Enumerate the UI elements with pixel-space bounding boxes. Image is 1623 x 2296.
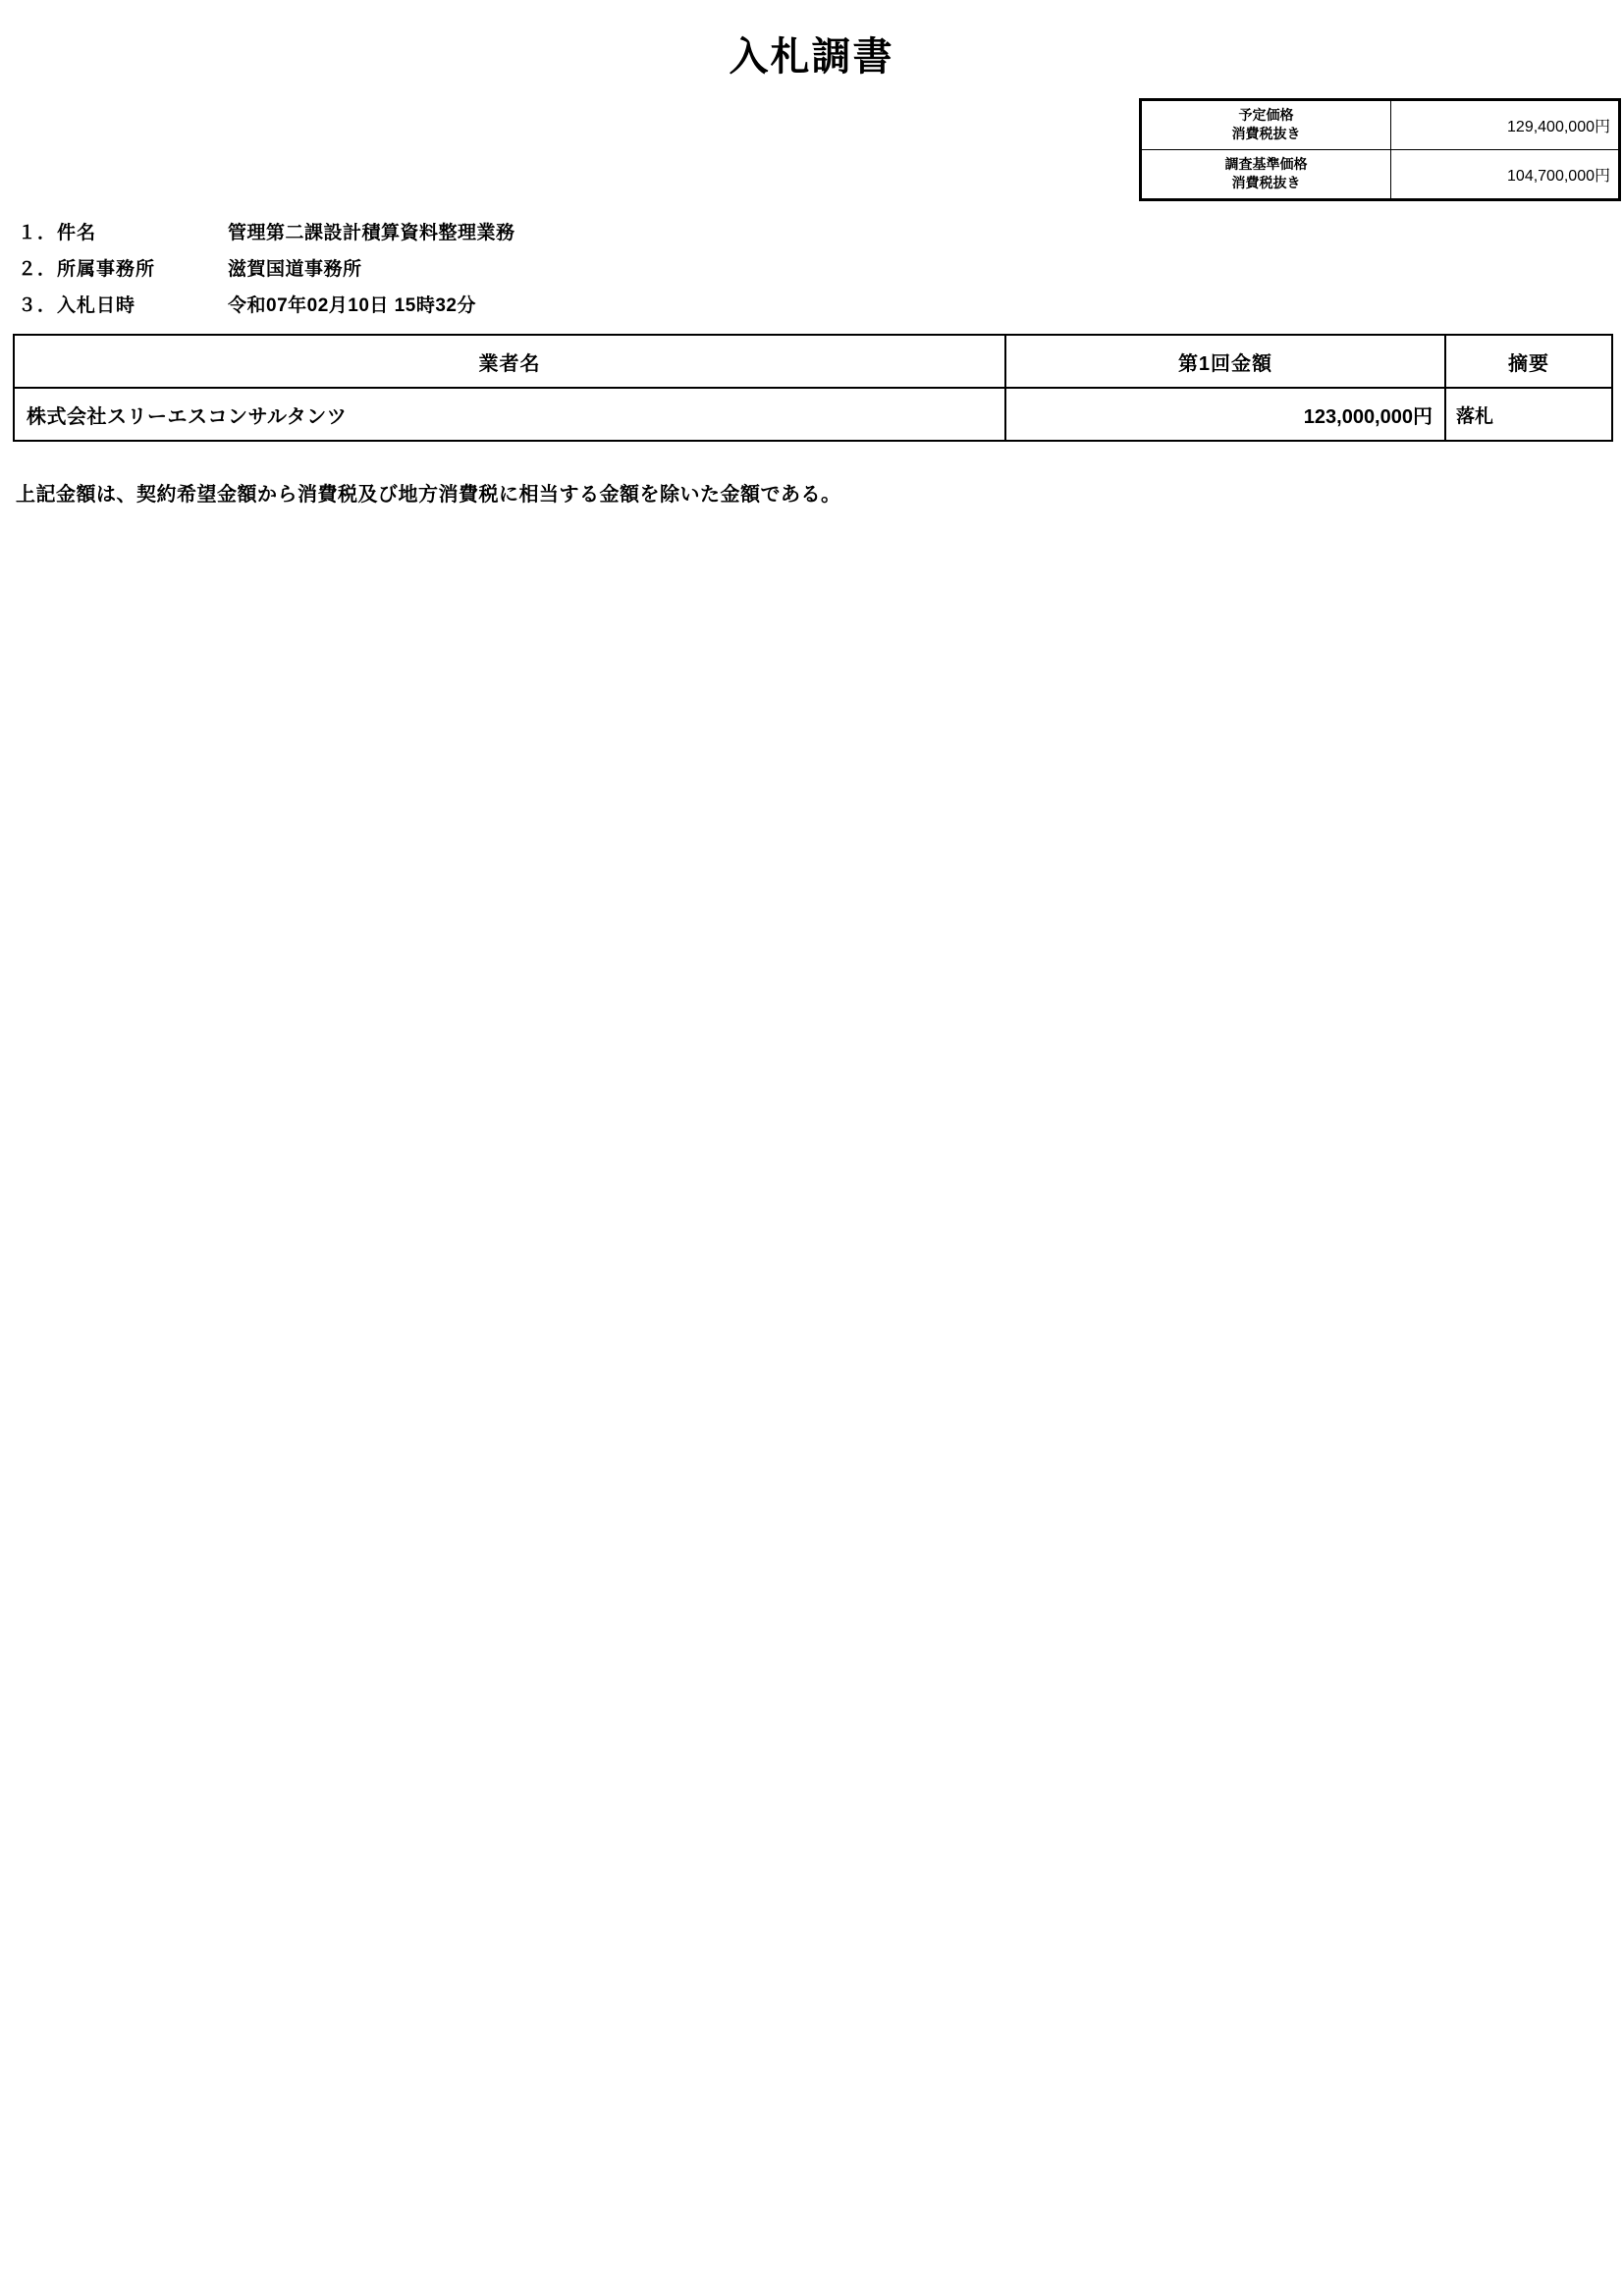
info-value-office: 滋賀国道事務所 [228,259,362,280]
info-value-subject: 管理第二課設計積算資料整理業務 [228,223,515,243]
price-row-standard-label [1142,149,1391,198]
info-label-datetime: ３．入札日時 [18,295,136,316]
price-summary-box [1139,98,1621,201]
cell-first-amount: 123,000,000円 [1005,388,1445,441]
column-header-company: 業者名 [14,335,1005,388]
cell-company-name: 株式会社スリーエスコンサルタンツ [14,388,1005,441]
price-row-planned-label-line2: 消費税抜き [1231,125,1301,141]
price-row-standard-value: 104,700,000円 [1391,149,1619,198]
table-header-row [14,335,1612,388]
price-row-planned [1142,101,1619,150]
info-row-subject [18,218,1000,254]
cell-remark: 落札 [1445,388,1612,441]
column-header-first-amount: 第1回金額 [1005,335,1445,388]
info-row-datetime [18,291,1000,327]
bid-results-table [13,334,1613,442]
price-row-planned-value: 129,400,000円 [1391,101,1619,150]
price-row-standard-label-line2: 消費税抜き [1231,174,1301,190]
price-row-planned-label [1142,101,1391,150]
price-row-standard-label-line1: 調査基準価格 [1224,155,1308,172]
price-row-planned-label-line1: 予定価格 [1238,107,1294,123]
footer-note: 上記金額は、契約希望金額から消費税及び地方消費税に相当する金額を除いた金額である。 [16,484,841,506]
table-row [14,388,1612,441]
info-block [18,218,1000,327]
price-row-standard [1142,149,1619,198]
info-label-office: ２．所属事務所 [18,259,156,280]
info-row-office [18,254,1000,291]
column-header-remark: 摘要 [1445,335,1612,388]
page-title: 入札調書 [729,35,894,79]
info-label-subject: １．件名 [18,223,97,243]
info-value-datetime: 令和07年02月10日 15時32分 [228,295,476,316]
